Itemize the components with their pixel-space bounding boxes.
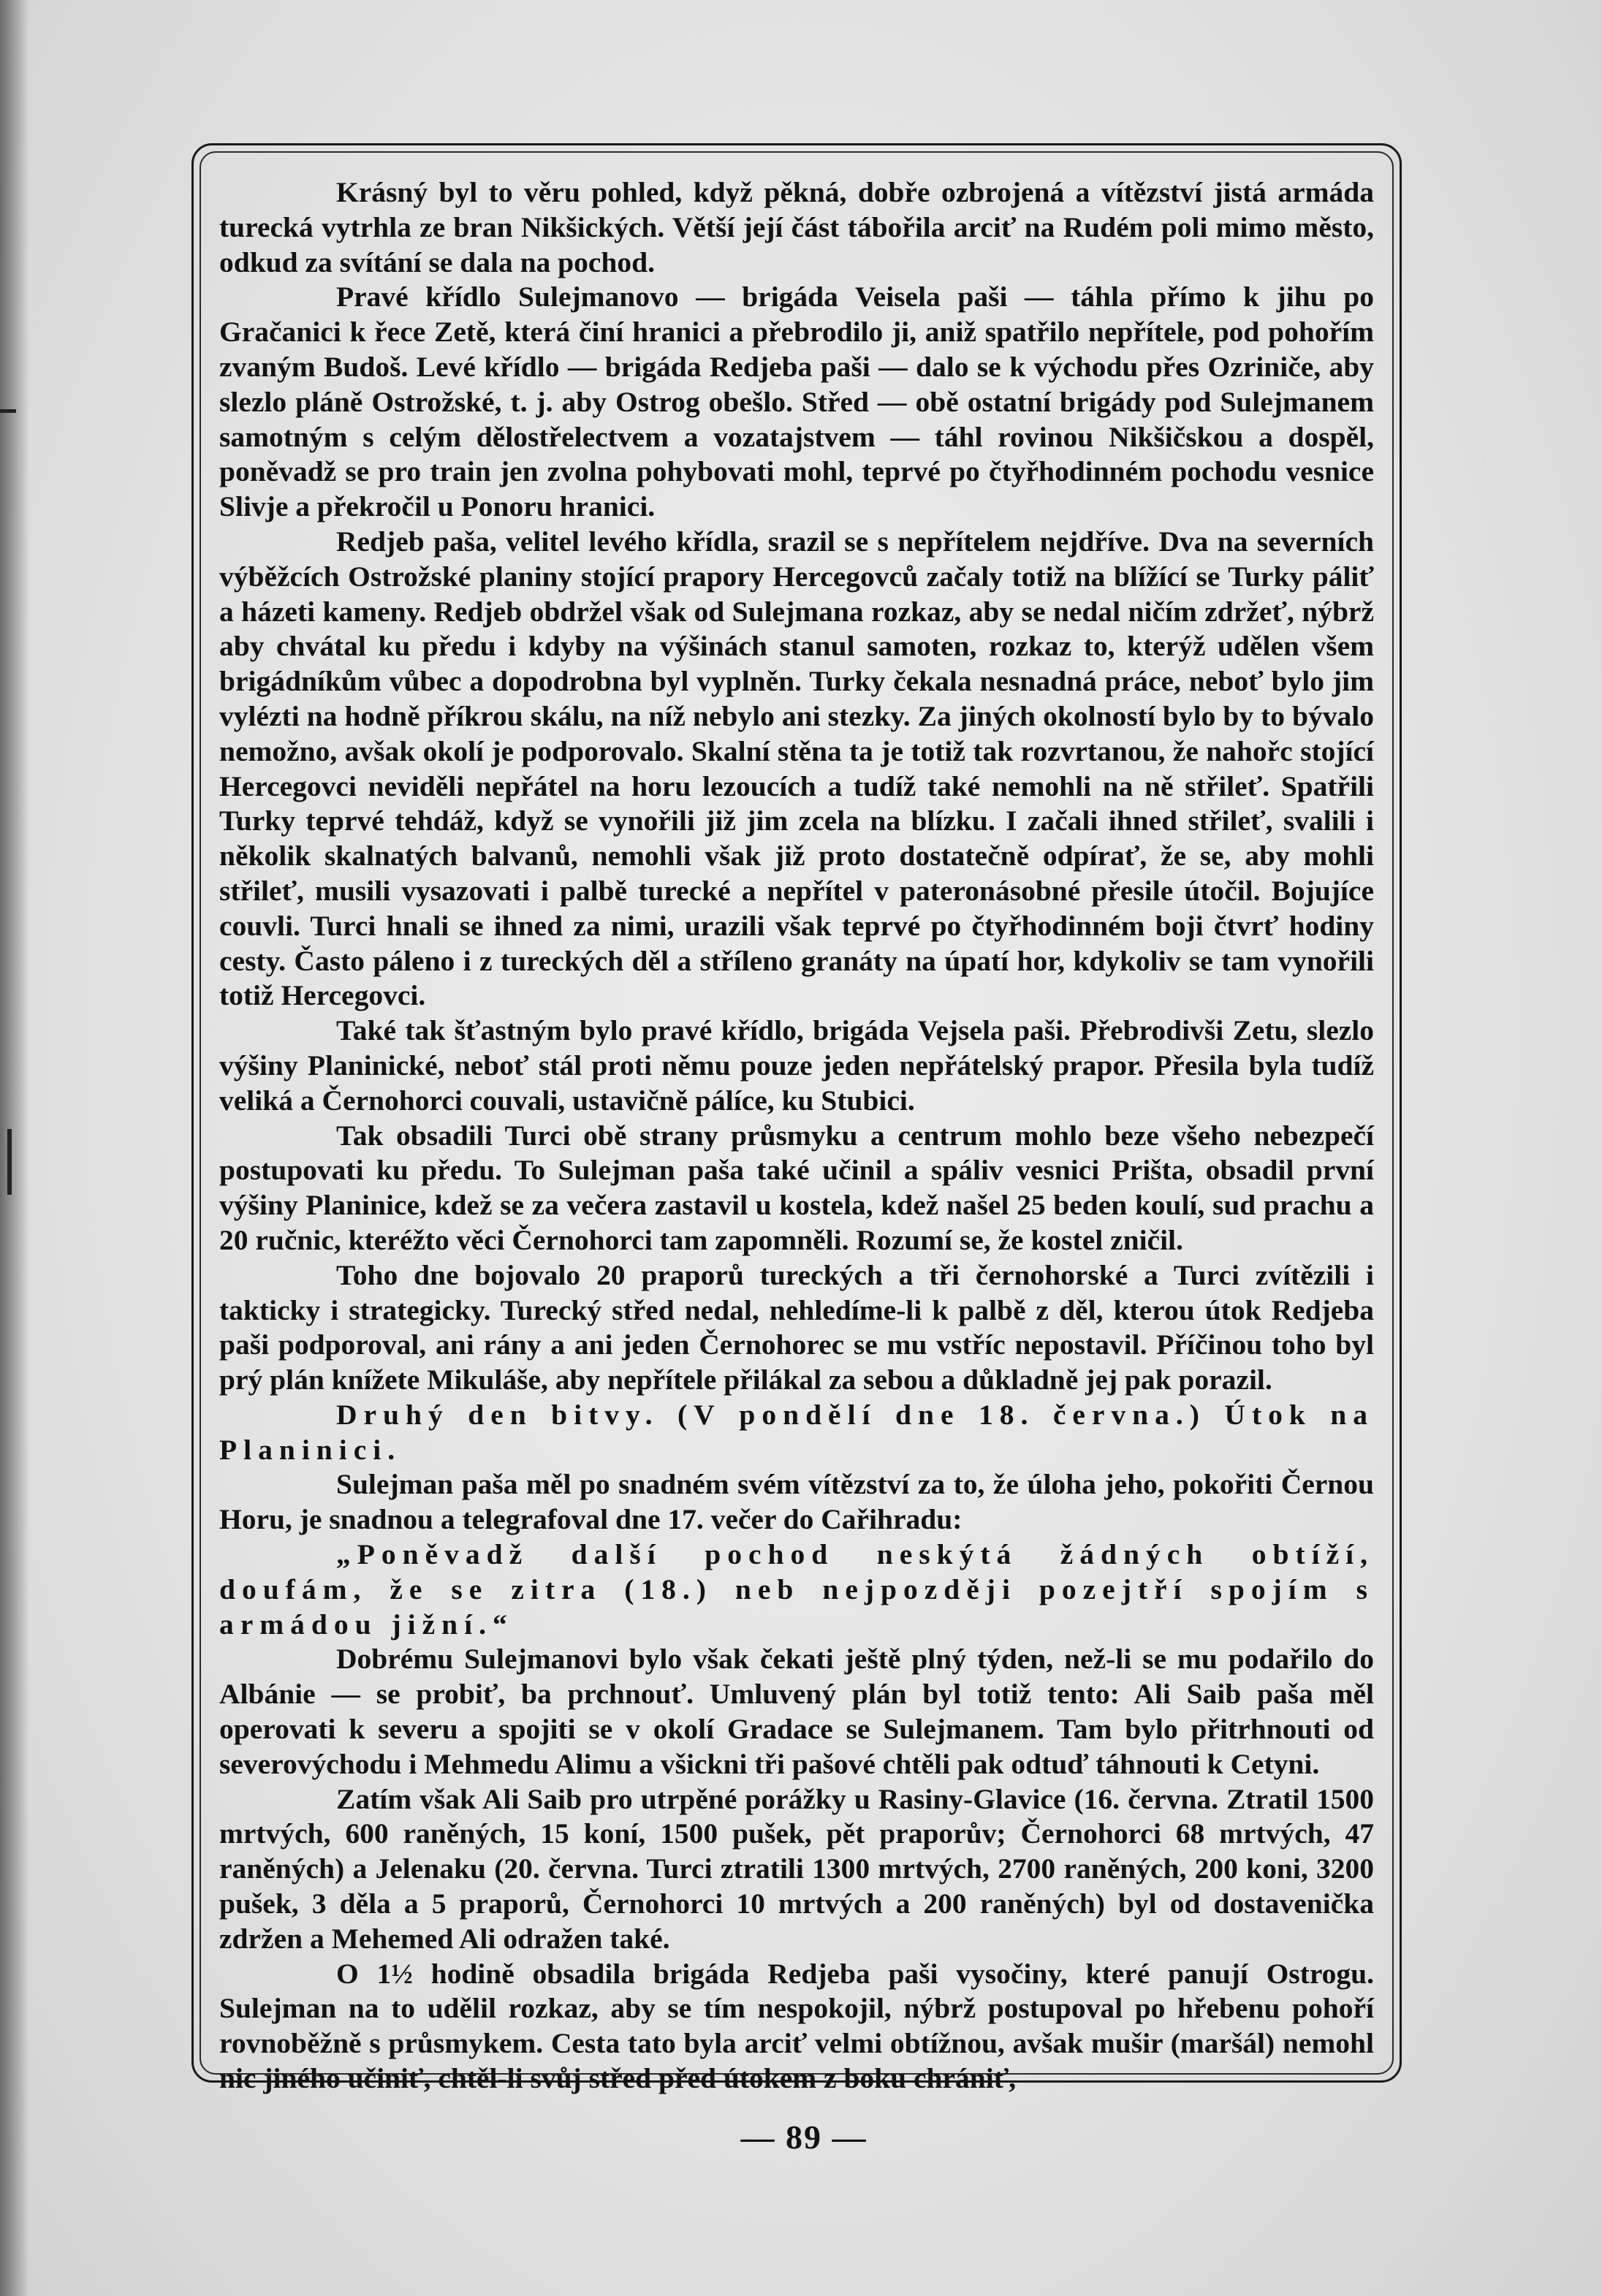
paragraph: Krásný byl to věru pohled, když pěkná, dobře ozbrojená a vítězství jistá armáda turecká vytrhla ze bran Nikšických. Větší její část tábořila arciť na Rudém poli mimo město, odkud za svítání se dala na pochod. xyxy=(219,176,1374,278)
paragraph: Redjeb paša, velitel levého křídla, srazil se s nepřítelem nejdříve. Dva na severních výběžcích Ostrožské planiny stojící prapory Hercegovců začaly totiž na blížící se Turky páliť a házeti kameny. Redjeb obdržel však od Sulejmana rozkaz, aby se nedal ničím zdržeť, nýbrž aby chvátal ku předu i kdyby na výšinách stanul samoten, rozkaz to, kterýž udělen všem brigádníkům vůbec a dopodrobna byl vyplněn. Turky čekala nesnadná práce, neboť bylo jim vylézti na hodně příkrou skálu, na níž nebylo ani stezky. Za jiných okolností bylo by to bývalo nemožno, avšak okolí je podporovalo. Skalní stěna ta je totiž tak rozvrtanou, že nahořc stojící Hercegovci neviděli nepřátel na horu lezoucích a tudíž také nemohli na ně střileť. Spatřili Turky teprvé tehdáž, když se vynořili již jim zcela na blízku. I začali ihned střileť, svalili i několik skalnatých balvanů, nemohli však již proto dostatečně odpírať, že se, aby mohli střileť, musili vysazovati i palbě turecké a nepřítel v pateronásobné přesile útočil. Bojujíce couvli. Turci hnali se ihned za nimi, urazili však teprvé po čtyřhodinném boji čtvrť hodiny cesty. Často páleno i z tureckých děl a stříleno granáty na úpatí hor, kdykoliv se tam vynořili totiž Hercegovci. xyxy=(219,525,1374,1012)
paragraph: Tak obsadili Turci obě strany průsmyku a centrum mohlo beze všeho nebezpečí postupovati ku předu. To Sulejman paša také učinil a spáliv vesnici Prišta, obsadil první výšiny Planinice, kdež se za večera zastavil u kostela, kdež našel 25 beden koulí, sud prachu a 20 ručnic, kteréžto věci Černohorci tam zapomněli. Rozumí se, že kostel zničil. xyxy=(219,1119,1374,1256)
paragraph: Pravé křídlo Sulejmanovo — brigáda Veisela paši — táhla přímo k jihu po Gračanici k řece Zetě, která činí hranici a přebrodilo ji, aniž spatřilo nepřítele, pod pohořím zvaným Budoš. Levé křídlo — brigáda Redjeba paši — dalo se k východu přes Ozriniče, aby slezlo pláně Ostrožské, t. j. aby Ostrog obešlo. Střed — obě ostatní brigády pod Sulejmanem samotným s celým dělostřelectvem a vozatajstvem — táhl rovinou Nikšičskou a dospěl, poněvadž se pro train jen zvolna pohybovati mohl, teprvé po čtyřhodinném pochodu vesnice Slivje a překročil u Ponoru hranici. xyxy=(219,281,1374,523)
body-text xyxy=(219,175,1374,2097)
paragraph: Dobrému Sulejmanovi bylo však čekati ještě plný týden, než-li se mu podařilo do Albánie — se probiť, ba prchnouť. Umluvený plán byl totiž tento: Ali Saib paša měl operovati k severu a spojiti se v okolí Gradace se Sulejmanem. Tam bylo přitrhnouti od severovýchodu i Mehmedu Alimu a všickni tři pašové chtěli pak odtuď táhnouti k Cetyni. xyxy=(219,1643,1374,1780)
binding-mark xyxy=(0,409,16,413)
paragraph: Sulejman paša měl po snadném svém vítězství za to, že úloha jeho, pokořiti Černou Horu, je snadnou a telegrafoval dne 17. večer do Cařihradu: xyxy=(219,1468,1374,1536)
paragraph: Také tak šťastným bylo pravé křídlo, brigáda Vejsela paši. Přebrodivši Zetu, slezlo výšiny Planinické, neboť stál proti němu pouze jeden nepřátelský prapor. Přesila byla tudíž veliká a Černohorci couvali, ustavičně pálíce, ku Stubici. xyxy=(219,1014,1374,1117)
page-number: — 89 — xyxy=(740,2118,868,2156)
page-edge-shadow xyxy=(0,0,29,2296)
telegram-quote: „Poněvadž další pochod neskýtá žádných obtíží, doufám, že se zitra (18.) neb nejpozději pozejtří spojím s armádou jižní.“ xyxy=(219,1538,1374,1641)
section-heading: Druhý den bitvy. (V pondělí dne 18. června.) Útok na Planinici. xyxy=(219,1398,1374,1466)
binding-mark xyxy=(7,1129,12,1195)
paragraph: Toho dne bojovalo 20 praporů tureckých a tři černohorské a Turci zvítězili i takticky i strategicky. Turecký střed nedal, nehledíme-li k palbě z děl, kterou útok Redjeba paši podporoval, ani rány a ani jeden Černohorec se mu vstříc nepostavil. Příčinou toho byl prý plán knížete Mikuláše, aby nepřítele přilákal za sebou a důkladně jej pak porazil. xyxy=(219,1258,1374,1396)
paragraph: Zatím však Ali Saib pro utrpěné porážky u Rasiny-Glavice (16. června. Ztratil 1500 mrtvých, 600 raněných, 15 koní, 1500 pušek, pět praporův; Černohorci 68 mrtvých, 47 raněných) a Jelenaku (20. června. Turci ztratili 1300 mrtvých, 2700 raněných, 200 koni, 3200 pušek, 3 děla a 5 praporů, Černohorci 10 mrtvých a 200 raněných) byl od dostavenička zdržen a Mehemed Ali odražen také. xyxy=(219,1782,1374,1955)
paragraph: O 1½ hodině obsadila brigáda Redjeba paši vysočiny, které panují Ostrogu. Sulejman na to udělil rozkaz, aby se tím nespokojil, nýbrž postupoval po hřebenu pohoří rovnoběžně s průsmykem. Cesta tato byla arciť velmi obtížnou, avšak mušir (maršál) nemohl nic jiného učiniť, chtěl-li svůj střed před útokem z boku chrániť, xyxy=(219,1957,1374,2095)
